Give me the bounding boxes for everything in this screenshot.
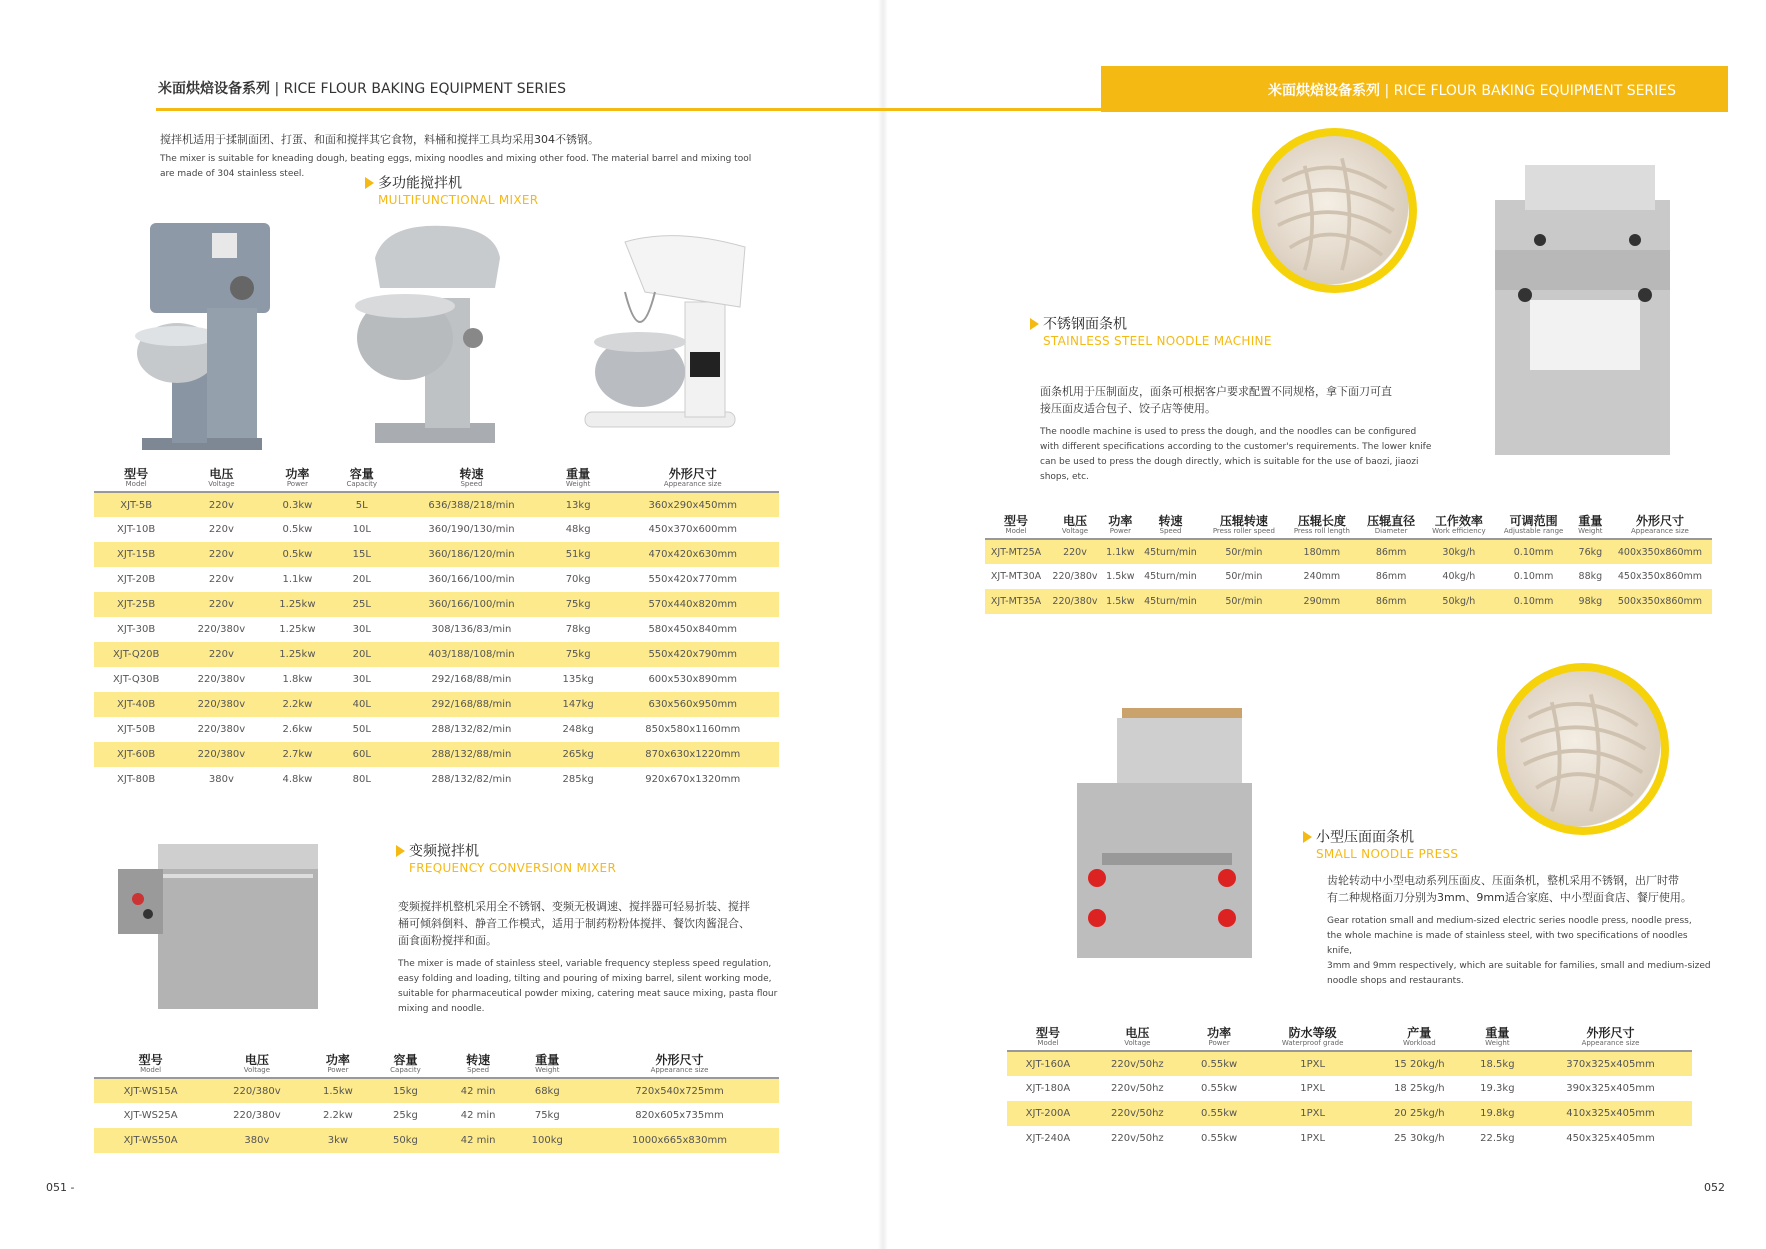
table-cell: 30L bbox=[352, 624, 371, 635]
table-cell: 3kw bbox=[327, 1135, 349, 1146]
table-row bbox=[94, 717, 779, 742]
table-cell: 18.5kg bbox=[1480, 1058, 1515, 1070]
small-press-title-cn: 小型压面面条机 bbox=[1316, 829, 1414, 846]
press-desc-en-4: noodle shops and restaurants. bbox=[1327, 976, 1464, 986]
table-cell: 50r/min bbox=[1225, 596, 1263, 607]
triangle-bullet-icon bbox=[365, 177, 374, 189]
table-cell: 30kg/h bbox=[1442, 546, 1476, 558]
col-header: 型号 Model bbox=[138, 1053, 163, 1074]
col-header: 电压 Voltage bbox=[243, 1053, 271, 1074]
col-header: 压辊直径 Diameter bbox=[1367, 514, 1416, 535]
table-cell: 220/380v bbox=[197, 674, 246, 685]
col-header: 电压 Voltage bbox=[1124, 1026, 1151, 1047]
table-cell: XJT-15B bbox=[117, 549, 156, 560]
table-cell: XJT-WS50A bbox=[123, 1135, 178, 1146]
table-cell: 1.8kw bbox=[282, 674, 313, 685]
col-header: 转速 Speed bbox=[459, 467, 484, 488]
table-row bbox=[94, 617, 779, 642]
table-cell: XJT-180A bbox=[1025, 1083, 1071, 1094]
col-header: 转速 Speed bbox=[466, 1053, 491, 1074]
noodles-photo-2 bbox=[1497, 663, 1669, 835]
triangle-bullet-icon bbox=[1303, 831, 1312, 843]
table-cell: 220v bbox=[208, 524, 234, 535]
freq-desc-en-3: suitable for pharmaceutical powder mixing, catering meat sauce mixing, pasta flour bbox=[398, 989, 778, 999]
small-press-spec-table bbox=[1007, 1025, 1692, 1151]
table-cell: 0.55kw bbox=[1200, 1133, 1238, 1144]
table-cell: 50kg bbox=[393, 1135, 418, 1146]
table-cell: 220/380v bbox=[197, 699, 246, 710]
table-cell: 75kg bbox=[534, 1110, 560, 1121]
table-cell: 60L bbox=[352, 749, 371, 760]
table-cell: 0.5kw bbox=[282, 549, 313, 560]
page-gutter bbox=[878, 0, 888, 1249]
table-row bbox=[94, 542, 779, 567]
col-header: 功率 Power bbox=[1108, 514, 1133, 535]
table-header-row bbox=[1007, 1025, 1692, 1051]
table-cell: 75kg bbox=[565, 649, 591, 660]
table-cell: 18 25kg/h bbox=[1394, 1083, 1445, 1094]
table-row bbox=[94, 692, 779, 717]
press-desc-en-2: the whole machine is made of stainless steel, with two specifications of noodles knife, bbox=[1327, 931, 1688, 956]
col-header: 重量 Weight bbox=[535, 1053, 560, 1074]
table-row bbox=[1007, 1076, 1692, 1101]
table-cell: 292/168/88/min bbox=[431, 699, 512, 710]
table-cell: 50L bbox=[352, 724, 371, 735]
mixer-intro-cn: 搅拌机适用于揉制面团、打蛋、和面和搅拌其它食物，料桶和搅拌工具均采用304不锈钢。 bbox=[160, 133, 599, 146]
press-desc-cn-1: 齿轮转动中小型电动系列压面皮、压面条机，整机采用不锈钢，出厂时带 bbox=[1327, 874, 1679, 887]
table-cell: 1PXL bbox=[1300, 1083, 1326, 1094]
table-cell: 470x420x630mm bbox=[648, 549, 738, 560]
table-cell: 220/380v bbox=[1052, 596, 1098, 607]
table-cell: 5L bbox=[355, 499, 368, 511]
table-cell: 220/380v bbox=[197, 749, 246, 760]
table-cell: XJT-Q30B bbox=[112, 674, 160, 685]
col-header: 转速 Speed bbox=[1158, 514, 1183, 535]
table-cell: 42 min bbox=[460, 1085, 496, 1097]
planetary-mixer-image-1 bbox=[122, 218, 282, 453]
mixer-intro-en-1: The mixer is suitable for kneading dough, beating eggs, mixing noodles and mixing other food. The material barrel and mixing tool bbox=[160, 154, 752, 164]
table-cell: 220v bbox=[208, 549, 234, 560]
table-cell: 30L bbox=[352, 674, 371, 685]
noodle-desc-en-3: can be used to press the dough directly, which is suitable for the use of baozi, jiaozi bbox=[1040, 457, 1419, 467]
table-cell: 86mm bbox=[1375, 571, 1407, 582]
freq-desc-cn-2: 桶可倾斜倒料、静音工作模式，适用于制药粉粉体搅拌、餐饮肉酱混合、 bbox=[398, 917, 750, 930]
table-row bbox=[1007, 1051, 1692, 1076]
table-cell: 40L bbox=[352, 699, 371, 710]
table-cell: XJT-240A bbox=[1025, 1133, 1071, 1144]
table-cell: 630x560x950mm bbox=[648, 699, 738, 710]
col-header: 外形尺寸 Appearance size bbox=[1631, 514, 1689, 535]
col-header: 防水等级 Waterproof grade bbox=[1281, 1026, 1344, 1047]
table-cell: 180mm bbox=[1303, 546, 1341, 558]
noodle-machine-title-cn: 不锈钢面条机 bbox=[1043, 316, 1127, 333]
col-header: 压辊转速 Press roller speed bbox=[1212, 514, 1275, 535]
table-cell: 2.6kw bbox=[282, 724, 313, 735]
table-row bbox=[1007, 1126, 1692, 1151]
col-header: 容量 Capacity bbox=[390, 1053, 421, 1074]
table-cell: 308/136/83/min bbox=[431, 624, 512, 635]
col-header: 电压 Voltage bbox=[1061, 514, 1089, 535]
table-row bbox=[94, 592, 779, 617]
table-cell: 1.25kw bbox=[279, 624, 316, 635]
table-cell: 98kg bbox=[1578, 596, 1603, 607]
header-right bbox=[1268, 80, 1676, 100]
table-cell: 50r/min bbox=[1225, 546, 1263, 558]
triangle-bullet-icon bbox=[396, 845, 405, 857]
noodle-desc-en-1: The noodle machine is used to press the dough, and the noodles can be configured bbox=[1040, 427, 1417, 437]
table-cell: 135kg bbox=[562, 674, 594, 685]
table-cell: 265kg bbox=[562, 749, 594, 760]
table-cell: 580x450x840mm bbox=[648, 624, 738, 635]
stainless-noodle-machine-image bbox=[1485, 160, 1675, 460]
table-cell: 86mm bbox=[1375, 546, 1407, 558]
table-cell: 2.7kw bbox=[282, 749, 313, 760]
table-cell: 4.8kw bbox=[282, 774, 313, 785]
noodle-machine-title-en: STAINLESS STEEL NOODLE MACHINE bbox=[1043, 333, 1272, 348]
table-cell: 636/388/218/min bbox=[428, 499, 515, 511]
table-cell: 1000x665x830mm bbox=[632, 1135, 727, 1146]
col-header: 功率 Power bbox=[1207, 1026, 1232, 1047]
table-cell: XJT-10B bbox=[117, 524, 156, 535]
table-cell: 288/132/88/min bbox=[431, 749, 512, 760]
table-cell: 1.25kw bbox=[279, 599, 316, 610]
table-cell: 75kg bbox=[565, 599, 591, 610]
table-cell: 220/380v bbox=[233, 1085, 281, 1097]
col-header: 工作效率 Work efficiency bbox=[1432, 514, 1486, 535]
table-cell: 550x420x790mm bbox=[648, 649, 738, 660]
table-cell: 1PXL bbox=[1300, 1133, 1326, 1144]
table-cell: 19.8kg bbox=[1480, 1108, 1515, 1119]
table-cell: 285kg bbox=[562, 774, 594, 785]
mixer-section-title bbox=[365, 172, 538, 207]
table-cell: 403/188/108/min bbox=[428, 649, 515, 660]
noodle-machine-table-body bbox=[985, 539, 1712, 614]
table-cell: 220v bbox=[208, 599, 234, 610]
mixer-spec-table bbox=[94, 466, 779, 792]
table-cell: 1.1kw bbox=[1106, 546, 1135, 558]
table-cell: 45turn/min bbox=[1144, 546, 1197, 558]
table-cell: XJT-30B bbox=[117, 624, 156, 635]
table-cell: 25 30kg/h bbox=[1394, 1133, 1445, 1144]
table-cell: 0.10mm bbox=[1513, 596, 1554, 607]
table-cell: XJT-MT30A bbox=[990, 571, 1042, 582]
table-cell: 20L bbox=[352, 649, 371, 660]
table-cell: 220v bbox=[208, 499, 234, 511]
col-header: 外形尺寸 Appearance size bbox=[650, 1053, 709, 1074]
table-cell: 1PXL bbox=[1300, 1108, 1326, 1119]
table-cell: 360/166/100/min bbox=[428, 599, 515, 610]
noodle-desc-en-2: with different specifications according to the customer's requirements. The lower knife bbox=[1040, 442, 1432, 452]
table-cell: 220v/50hz bbox=[1110, 1108, 1164, 1119]
table-cell: XJT-WS25A bbox=[123, 1110, 178, 1121]
header-title-cn: 米面烘焙设备系列 bbox=[158, 81, 270, 97]
col-header: 外形尺寸 Appearance size bbox=[1581, 1026, 1640, 1047]
table-cell: XJT-160A bbox=[1025, 1058, 1071, 1070]
table-cell: 290mm bbox=[1303, 596, 1341, 607]
col-header: 重量 Weight bbox=[565, 467, 591, 488]
mixer-intro-en-2: are made of 304 stainless steel. bbox=[160, 169, 305, 179]
table-cell: 0.3kw bbox=[282, 499, 313, 511]
table-cell: 0.55kw bbox=[1200, 1108, 1238, 1119]
table-cell: XJT-25B bbox=[117, 599, 156, 610]
table-cell: 13kg bbox=[565, 499, 591, 511]
table-cell: XJT-50B bbox=[117, 724, 156, 735]
table-cell: 19.3kg bbox=[1480, 1083, 1515, 1094]
table-cell: 288/132/82/min bbox=[431, 724, 512, 735]
table-cell: 2.2kw bbox=[322, 1110, 353, 1121]
table-cell: 2.2kw bbox=[282, 699, 313, 710]
table-cell: 10L bbox=[352, 524, 371, 535]
noodle-machine-description bbox=[1040, 383, 1440, 485]
table-cell: 500x350x860mm bbox=[1617, 596, 1703, 607]
table-cell: 20L bbox=[352, 574, 371, 585]
freq-desc-cn-3: 面食面粉搅拌和面。 bbox=[398, 934, 497, 947]
col-header: 功率 Power bbox=[325, 1053, 350, 1074]
table-cell: XJT-MT25A bbox=[990, 546, 1042, 558]
page-number-left: 051 - bbox=[46, 1181, 75, 1194]
table-cell: 850x580x1160mm bbox=[645, 724, 741, 735]
noodle-desc-en-4: shops, etc. bbox=[1040, 472, 1089, 482]
noodle-machine-section-title bbox=[1030, 313, 1272, 348]
freq-mixer-section-title bbox=[396, 840, 616, 875]
table-row bbox=[94, 567, 779, 592]
table-cell: 70kg bbox=[565, 574, 591, 585]
small-press-description bbox=[1327, 872, 1712, 989]
page-number-right: 052 bbox=[1704, 1181, 1725, 1194]
noodle-machine-spec-table bbox=[985, 513, 1712, 614]
table-cell: 220v bbox=[208, 574, 234, 585]
freq-desc-en-1: The mixer is made of stainless steel, variable frequency stepless speed regulation, bbox=[398, 959, 772, 969]
table-cell: 600x530x890mm bbox=[648, 674, 738, 685]
table-cell: 220v/50hz bbox=[1110, 1083, 1164, 1094]
header-left bbox=[158, 78, 566, 98]
small-press-title-en: SMALL NOODLE PRESS bbox=[1316, 846, 1459, 861]
table-cell: 15kg bbox=[393, 1085, 418, 1097]
table-cell: 1.5kw bbox=[1106, 571, 1135, 582]
table-cell: 100kg bbox=[531, 1135, 563, 1146]
table-cell: 42 min bbox=[460, 1110, 496, 1121]
header-title-en: RICE FLOUR BAKING EQUIPMENT SERIES bbox=[283, 81, 567, 97]
col-header: 型号 Model bbox=[124, 467, 149, 488]
table-row bbox=[94, 642, 779, 667]
table-cell: 0.10mm bbox=[1513, 546, 1554, 558]
press-desc-cn-2: 有二种规格面刀分别为3mm、9mm适合家庭、中小型面食店、餐厅使用。 bbox=[1327, 891, 1692, 904]
col-header: 电压 Voltage bbox=[208, 467, 235, 488]
col-header: 压辊长度 Press roll length bbox=[1293, 514, 1350, 535]
mixer-title-cn: 多功能搅拌机 bbox=[378, 175, 462, 192]
table-cell: 15 20kg/h bbox=[1394, 1058, 1445, 1070]
freq-mixer-table-body bbox=[94, 1078, 779, 1153]
table-cell: 220v/50hz bbox=[1110, 1058, 1164, 1070]
table-row bbox=[94, 1078, 779, 1103]
table-cell: 288/132/82/min bbox=[431, 774, 512, 785]
table-cell: XJT-Q20B bbox=[112, 649, 160, 660]
table-cell: 920x670x1320mm bbox=[645, 774, 741, 785]
table-cell: 1PXL bbox=[1300, 1058, 1326, 1070]
table-cell: XJT-20B bbox=[117, 574, 156, 585]
table-cell: 450x350x860mm bbox=[1617, 571, 1703, 582]
col-header: 容量 Capacity bbox=[346, 467, 378, 488]
table-cell: 25L bbox=[352, 599, 371, 610]
header-right-separator: | bbox=[1384, 83, 1390, 99]
col-header: 型号 Model bbox=[1004, 514, 1029, 535]
table-row bbox=[985, 564, 1712, 589]
press-desc-en-1: Gear rotation small and medium-sized electric series noodle press, noodle press, bbox=[1327, 916, 1692, 926]
table-cell: 870x630x1220mm bbox=[645, 749, 741, 760]
col-header: 功率 Power bbox=[285, 467, 310, 488]
table-cell: 0.55kw bbox=[1200, 1083, 1238, 1094]
table-row bbox=[985, 539, 1712, 564]
header-right-title-en: RICE FLOUR BAKING EQUIPMENT SERIES bbox=[1393, 83, 1677, 99]
table-cell: XJT-40B bbox=[117, 699, 156, 710]
table-row bbox=[985, 589, 1712, 614]
frequency-mixer-image bbox=[118, 834, 323, 1024]
header-separator: | bbox=[274, 81, 280, 97]
table-cell: 25kg bbox=[393, 1110, 418, 1121]
freq-mixer-spec-table bbox=[94, 1052, 779, 1153]
col-header: 型号 Model bbox=[1035, 1026, 1060, 1047]
press-desc-en-3: 3mm and 9mm respectively, which are suitable for families, small and medium-sized bbox=[1327, 961, 1711, 971]
col-header: 重量 Weight bbox=[1578, 514, 1603, 535]
col-header: 产量 Workload bbox=[1402, 1026, 1436, 1047]
table-cell: 550x420x770mm bbox=[648, 574, 738, 585]
table-cell: 76kg bbox=[1578, 546, 1603, 558]
header-rule bbox=[156, 108, 1106, 111]
noodle-desc-cn-1: 面条机用于压制面皮，面条可根据客户要求配置不同规格，拿下面刀可直 bbox=[1040, 385, 1392, 398]
table-cell: XJT-5B bbox=[120, 499, 153, 511]
table-cell: 68kg bbox=[534, 1085, 560, 1097]
table-header-row bbox=[94, 1052, 779, 1078]
table-cell: 1.5kw bbox=[322, 1085, 353, 1097]
table-cell: 220/380v bbox=[233, 1110, 281, 1121]
table-cell: 220/380v bbox=[1052, 571, 1098, 582]
table-cell: 15L bbox=[352, 549, 371, 560]
table-row bbox=[94, 767, 779, 792]
table-cell: 570x440x820mm bbox=[648, 599, 738, 610]
col-header: 重量 Weight bbox=[1485, 1026, 1510, 1047]
table-cell: 220v/50hz bbox=[1110, 1133, 1164, 1144]
table-cell: 50r/min bbox=[1225, 571, 1263, 582]
table-cell: 380v bbox=[244, 1135, 270, 1146]
table-cell: 220v bbox=[1063, 546, 1087, 558]
table-cell: 248kg bbox=[562, 724, 594, 735]
table-cell: 88kg bbox=[1578, 571, 1603, 582]
freq-mixer-title-en: FREQUENCY CONVERSION MIXER bbox=[409, 860, 617, 875]
freq-desc-en-4: mixing and noodle. bbox=[398, 1004, 485, 1014]
freq-desc-en-2: easy folding and loading, tilting and pouring of mixing barrel, silent working mode, bbox=[398, 974, 772, 984]
table-row bbox=[94, 1128, 779, 1153]
freq-mixer-title-cn: 变频搅拌机 bbox=[409, 843, 479, 860]
freq-mixer-description bbox=[398, 898, 798, 1017]
table-cell: 45turn/min bbox=[1144, 571, 1197, 582]
table-header-row bbox=[94, 466, 779, 492]
table-cell: XJT-MT35A bbox=[990, 596, 1042, 607]
table-cell: 360/166/100/min bbox=[428, 574, 515, 585]
table-cell: 0.10mm bbox=[1513, 571, 1554, 582]
mixer-title-en: MULTIFUNCTIONAL MIXER bbox=[378, 192, 539, 207]
table-cell: 410x325x405mm bbox=[1566, 1108, 1655, 1119]
table-cell: XJT-80B bbox=[117, 774, 156, 785]
table-cell: 45turn/min bbox=[1144, 596, 1197, 607]
table-cell: 450x325x405mm bbox=[1566, 1133, 1655, 1144]
table-row bbox=[94, 742, 779, 767]
table-cell: 220/380v bbox=[197, 624, 246, 635]
small-press-section-title bbox=[1303, 826, 1458, 861]
table-cell: 42 min bbox=[460, 1135, 496, 1146]
table-cell: XJT-WS15A bbox=[123, 1085, 178, 1097]
table-row bbox=[94, 667, 779, 692]
table-cell: 820x605x735mm bbox=[635, 1110, 724, 1121]
table-cell: 80L bbox=[352, 774, 371, 785]
header-right-title-cn: 米面烘焙设备系列 bbox=[1268, 83, 1380, 99]
table-cell: 220v bbox=[208, 649, 234, 660]
table-header-row bbox=[985, 513, 1712, 539]
planetary-mixer-image-2 bbox=[345, 218, 515, 448]
table-cell: 1.5kw bbox=[1106, 596, 1135, 607]
table-cell: 360x290x450mm bbox=[648, 499, 738, 511]
table-cell: 450x370x600mm bbox=[648, 524, 738, 535]
small-noodle-press-image bbox=[1062, 703, 1262, 973]
table-row bbox=[94, 492, 779, 517]
col-header: 外形尺寸 Appearance size bbox=[663, 467, 722, 488]
table-cell: 147kg bbox=[562, 699, 594, 710]
table-cell: 390x325x405mm bbox=[1566, 1083, 1655, 1094]
table-cell: 51kg bbox=[565, 549, 591, 560]
table-cell: 360/186/120/min bbox=[428, 549, 515, 560]
table-row bbox=[94, 1103, 779, 1128]
stand-mixer-image bbox=[565, 222, 760, 432]
noodle-desc-cn-2: 接压面皮适合包子、饺子店等使用。 bbox=[1040, 402, 1216, 415]
table-cell: 1.1kw bbox=[282, 574, 313, 585]
table-row bbox=[1007, 1101, 1692, 1126]
table-cell: 50kg/h bbox=[1442, 596, 1476, 607]
table-cell: 40kg/h bbox=[1442, 571, 1476, 582]
col-header: 可调范围 Adjustable range bbox=[1503, 514, 1564, 535]
table-cell: 0.55kw bbox=[1200, 1058, 1238, 1070]
triangle-bullet-icon bbox=[1030, 318, 1039, 330]
table-row bbox=[94, 517, 779, 542]
table-cell: 380v bbox=[208, 774, 234, 785]
table-cell: XJT-60B bbox=[117, 749, 156, 760]
table-cell: 360/190/130/min bbox=[428, 524, 515, 535]
table-cell: 370x325x405mm bbox=[1566, 1058, 1655, 1070]
table-cell: 292/168/88/min bbox=[431, 674, 512, 685]
table-cell: 78kg bbox=[565, 624, 591, 635]
table-cell: 400x350x860mm bbox=[1617, 546, 1703, 558]
mixer-table-body bbox=[94, 492, 779, 792]
table-cell: 220/380v bbox=[197, 724, 246, 735]
table-cell: XJT-200A bbox=[1025, 1108, 1071, 1119]
table-cell: 0.5kw bbox=[282, 524, 313, 535]
table-cell: 240mm bbox=[1303, 571, 1341, 582]
freq-desc-cn-1: 变频搅拌机整机采用全不锈钢、变频无极调速、搅拌器可轻易折装、搅拌 bbox=[398, 900, 750, 913]
table-cell: 86mm bbox=[1375, 596, 1407, 607]
table-cell: 22.5kg bbox=[1480, 1133, 1515, 1144]
noodles-photo-1 bbox=[1252, 128, 1417, 293]
table-cell: 48kg bbox=[565, 524, 591, 535]
table-cell: 720x540x725mm bbox=[635, 1085, 724, 1097]
table-cell: 1.25kw bbox=[279, 649, 316, 660]
small-press-table-body bbox=[1007, 1051, 1692, 1151]
table-cell: 20 25kg/h bbox=[1394, 1108, 1445, 1119]
